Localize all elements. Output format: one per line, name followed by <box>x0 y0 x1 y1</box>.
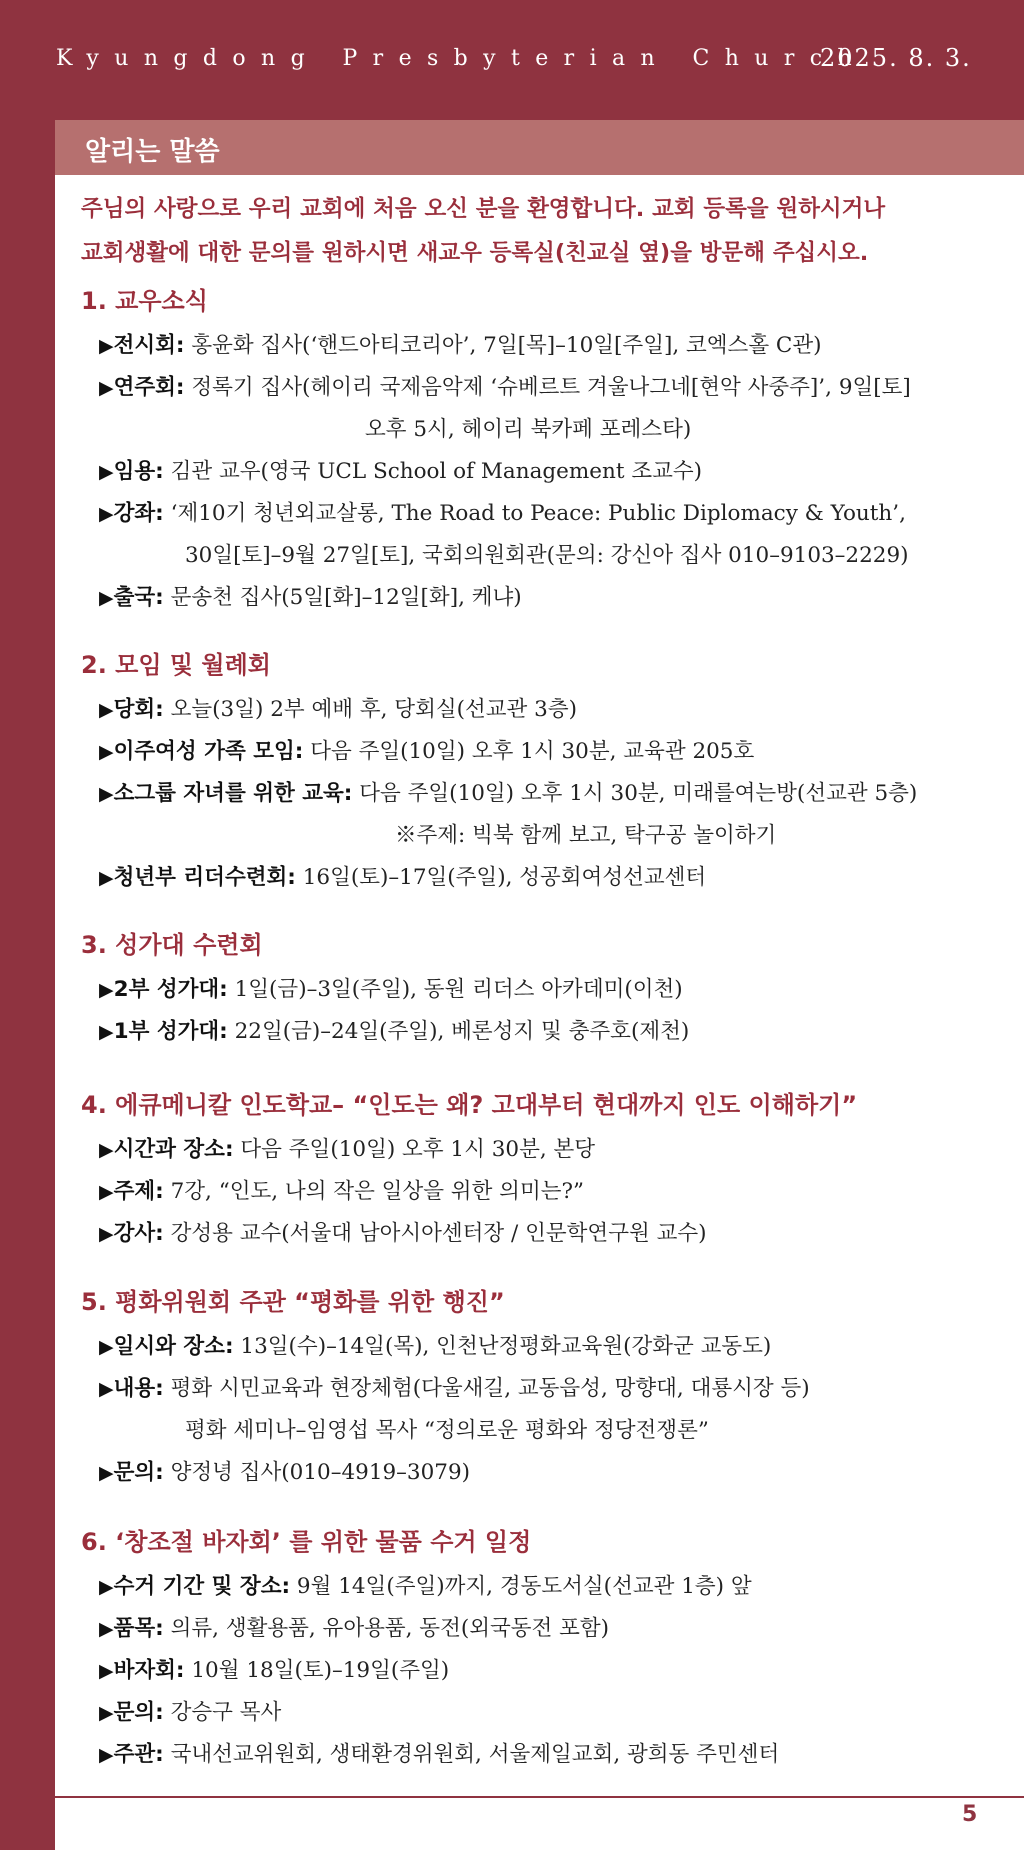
item-label: 청년부 리더수련회: <box>113 865 296 890</box>
list-item <box>81 493 1011 535</box>
item-text: 오늘(3일) 2부 예배 후, 당회실(선교관 3층) <box>170 697 577 722</box>
section-member-news <box>81 281 1011 619</box>
item-text: 김관 교우(영국 UCL School of Management 조교수) <box>170 459 703 484</box>
item-label: 2부 성가대: <box>113 977 228 1002</box>
list-item <box>81 1368 1011 1410</box>
list-item <box>81 451 1011 493</box>
item-label: 연주회: <box>113 375 185 400</box>
item-label: 이주여성 가족 모임: <box>113 739 304 764</box>
arrow-icon: ▶ <box>99 503 114 525</box>
item-text: 1일(금)–3일(주일), 동원 리더스 아카데미(이천) <box>234 977 683 1002</box>
item-text: 10월 18일(토)–19일(주일) <box>191 1658 450 1683</box>
list-item <box>81 1734 1011 1776</box>
list-item <box>81 1692 1011 1734</box>
list-item <box>81 1608 1011 1650</box>
item-text: 강승구 목사 <box>170 1700 282 1725</box>
item-label: 강좌: <box>113 501 164 526</box>
list-item <box>81 367 1011 409</box>
item-text: 13일(수)–14일(목), 인천난정평화교육원(강화군 교동도) <box>240 1334 772 1359</box>
welcome-line-1: 주님의 사랑으로 우리 교회에 처음 오신 분을 환영합니다. 교회 등록을 원하시거나 <box>81 196 886 222</box>
arrow-icon: ▶ <box>99 1336 114 1358</box>
arrow-icon: ▶ <box>99 1181 114 1203</box>
list-item <box>81 1452 1011 1494</box>
arrow-icon: ▶ <box>99 1139 114 1161</box>
announcements-content <box>55 175 1024 1795</box>
list-item <box>81 1011 1011 1053</box>
arrow-icon: ▶ <box>99 1702 114 1724</box>
arrow-icon: ▶ <box>99 1021 114 1043</box>
arrow-icon: ▶ <box>99 699 114 721</box>
list-item <box>81 1129 1011 1171</box>
item-label: 임용: <box>113 459 164 484</box>
item-text: 7강, “인도, 나의 작은 일상을 위한 의미는?” <box>170 1179 585 1204</box>
list-item <box>81 577 1011 619</box>
list-item <box>81 1171 1011 1213</box>
list-item <box>81 689 1011 731</box>
arrow-icon: ▶ <box>99 1744 114 1766</box>
arrow-icon: ▶ <box>99 979 114 1001</box>
item-text: 정록기 집사(헤이리 국제음악제 ‘슈베르트 겨울나그네[현악 사중주]’, 9일[토] <box>191 375 911 400</box>
item-text: 평화 시민교육과 현장체험(다울새길, 교동읍성, 망향대, 대룡시장 등) <box>170 1376 810 1401</box>
arrow-icon: ▶ <box>99 1223 114 1245</box>
arrow-icon: ▶ <box>99 1576 114 1598</box>
footer-divider <box>55 1796 1024 1798</box>
welcome-line-2: 교회생활에 대한 문의를 원하시면 새교우 등록실(친교실 옆)을 방문해 주십시오. <box>81 240 869 266</box>
left-frame <box>0 0 55 1850</box>
arrow-icon: ▶ <box>99 335 114 357</box>
item-text: 양정녕 집사(010–4919–3079) <box>170 1460 471 1485</box>
item-label: 1부 성가대: <box>113 1019 228 1044</box>
arrow-icon: ▶ <box>99 1618 114 1640</box>
section-bazaar-collection <box>81 1522 1011 1776</box>
item-label: 주관: <box>113 1742 164 1767</box>
item-label: 시간과 장소: <box>113 1137 234 1162</box>
item-text: 홍윤화 집사(‘핸드아티코리아’, 7일[목]–10일[주일], 코엑스홀 C관) <box>191 333 822 358</box>
list-item <box>81 773 1011 815</box>
list-item <box>81 1326 1011 1368</box>
item-continuation: 평화 세미나–임영섭 목사 “정의로운 평화와 정당전쟁론” <box>185 1418 709 1443</box>
item-text: 16일(토)–17일(주일), 성공회여성선교센터 <box>302 865 707 890</box>
list-item <box>81 1650 1011 1692</box>
arrow-icon: ▶ <box>99 1378 114 1400</box>
list-item <box>81 731 1011 773</box>
list-item <box>81 857 1011 899</box>
item-label: 바자회: <box>113 1658 185 1683</box>
item-text: 22일(금)–24일(주일), 베론성지 및 충주호(제천) <box>234 1019 690 1044</box>
arrow-icon: ▶ <box>99 587 114 609</box>
section-title: 알리는 말씀 <box>85 137 220 167</box>
section-heading: 4. 에큐메니칼 인도학교– “인도는 왜? 고대부터 현대까지 인도 이해하기” <box>81 1091 858 1119</box>
item-label: 내용: <box>113 1376 164 1401</box>
item-text: 의류, 생활용품, 유아용품, 동전(외국동전 포함) <box>170 1616 610 1641</box>
welcome-message <box>81 187 1011 275</box>
item-label: 수거 기간 및 장소: <box>113 1574 291 1599</box>
bulletin-date: 2025. 8. 3. <box>820 44 972 72</box>
list-item <box>81 1213 1011 1255</box>
item-text: 다음 주일(10일) 오후 1시 30분, 본당 <box>240 1137 596 1162</box>
section-heading: 6. ‘창조절 바자회’ 를 위한 물품 수거 일정 <box>81 1528 532 1556</box>
item-continuation: 30일[토]–9월 27일[토], 국회의원회관(문의: 강신아 집사 010–9103–2229) <box>185 543 909 568</box>
item-text: 다음 주일(10일) 오후 1시 30분, 교육관 205호 <box>310 739 755 764</box>
arrow-icon: ▶ <box>99 461 114 483</box>
item-text: 강성용 교수(서울대 남아시아센터장 / 인문학연구원 교수) <box>170 1221 707 1246</box>
section-meetings <box>81 645 1011 899</box>
section-peace-march <box>81 1282 1011 1494</box>
page-number: 5 <box>962 1802 978 1827</box>
item-label: 문의: <box>113 1700 164 1725</box>
section-india-school <box>81 1085 1011 1255</box>
section-heading: 2. 모임 및 월례회 <box>81 651 271 679</box>
item-label: 강사: <box>113 1221 164 1246</box>
section-heading: 1. 교우소식 <box>81 287 208 315</box>
item-text: ‘제10기 청년외교살롱, The Road to Peace: Public Diplomacy & Youth’, <box>170 501 906 526</box>
item-label: 품목: <box>113 1616 164 1641</box>
church-name: Kyungdong Presbyterian Church <box>56 46 868 71</box>
arrow-icon: ▶ <box>99 377 114 399</box>
arrow-icon: ▶ <box>99 867 114 889</box>
list-item <box>81 1566 1011 1608</box>
item-label: 주제: <box>113 1179 164 1204</box>
section-heading: 3. 성가대 수련회 <box>81 931 263 959</box>
item-label: 일시와 장소: <box>113 1334 234 1359</box>
item-text: 9월 14일(주일)까지, 경동도서실(선교관 1층) 앞 <box>296 1574 752 1599</box>
arrow-icon: ▶ <box>99 741 114 763</box>
arrow-icon: ▶ <box>99 1462 114 1484</box>
item-text: 문송천 집사(5일[화]–12일[화], 케냐) <box>170 585 522 610</box>
item-continuation: 오후 5시, 헤이리 북카페 포레스타) <box>365 417 692 442</box>
item-text: 국내선교위원회, 생태환경위원회, 서울제일교회, 광희동 주민센터 <box>170 1742 780 1767</box>
list-item <box>81 969 1011 1011</box>
item-label: 당회: <box>113 697 164 722</box>
section-band <box>55 120 1024 175</box>
item-label: 출국: <box>113 585 164 610</box>
item-continuation: ※주제: 빅북 함께 보고, 탁구공 놀이하기 <box>395 823 777 848</box>
item-label: 소그룹 자녀를 위한 교육: <box>113 781 353 806</box>
arrow-icon: ▶ <box>99 1660 114 1682</box>
item-label: 문의: <box>113 1460 164 1485</box>
section-heading: 5. 평화위원회 주관 “평화를 위한 행진” <box>81 1288 505 1316</box>
list-item <box>81 325 1011 367</box>
section-choir-retreat <box>81 925 1011 1053</box>
arrow-icon: ▶ <box>99 783 114 805</box>
item-label: 전시회: <box>113 333 185 358</box>
item-text: 다음 주일(10일) 오후 1시 30분, 미래를여는방(선교관 5층) <box>359 781 918 806</box>
